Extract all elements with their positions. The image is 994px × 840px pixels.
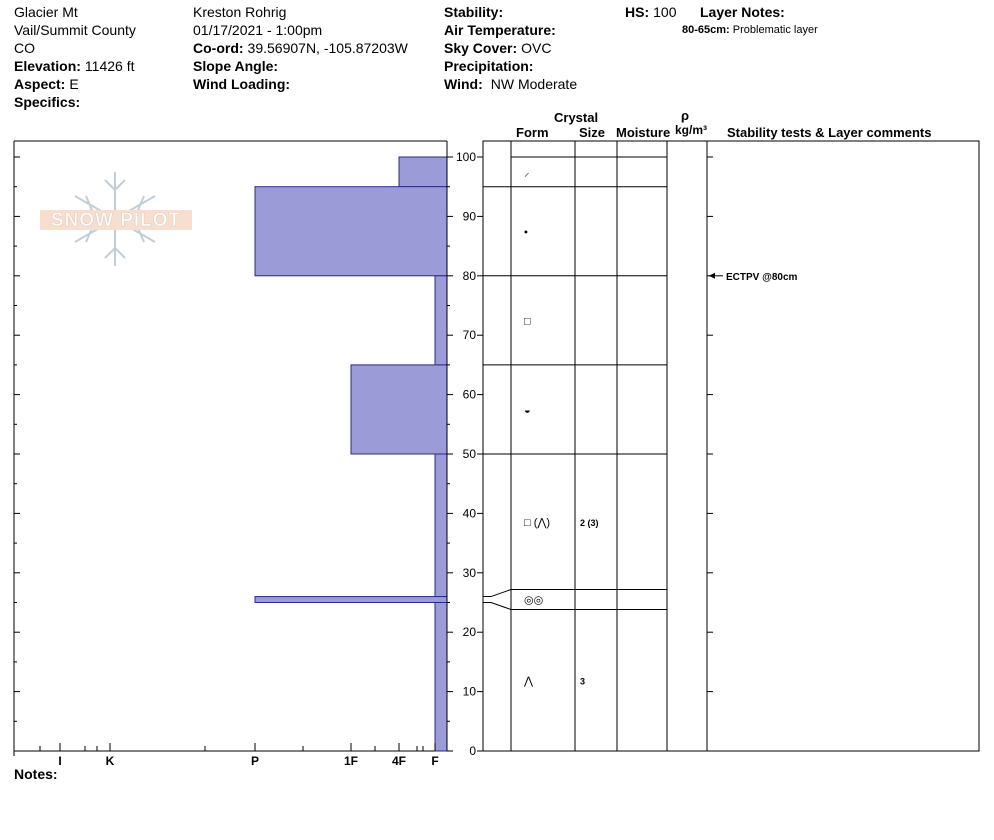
layer-boundary-connector [483,603,511,610]
layer-notes-title-text: Layer Notes: [700,4,785,20]
site-name: Glacier Mt [14,4,78,20]
stability-test-arrow-head [709,273,715,279]
wind-loading-label: Wind Loading: [193,76,291,92]
crystal-form-symbol: ⸝ [524,166,530,179]
crystal-form-symbol: • [524,226,528,239]
hardness-bar [435,603,447,752]
precip-label: Precipitation: [444,58,534,74]
depth-tick-label: 70 [462,328,476,343]
observer-name: Kreston Rohrig [193,4,287,20]
depth-tick-label: 0 [469,744,476,758]
logo-text: SNOW PILOT [50,210,182,231]
crystal-size-label: 2 (3) [580,517,599,528]
crystal-form-symbol: □ [524,315,531,328]
depth-tick-label: 80 [462,268,476,283]
stability-label: Stability: [444,4,504,20]
elevation-label: Elevation: [14,58,81,74]
slope-label: Slope Angle: [193,58,279,74]
form-header: Form [516,125,549,140]
hardness-tick-label: 1F [343,754,359,768]
site-region: Vail/Summit County [14,22,136,38]
coord-value: 39.56907N, -105.87203W [247,40,408,56]
crystal-form-symbol: ◒ [524,404,531,417]
depth-tick-label: 40 [462,506,476,521]
hardness-bar [399,157,447,187]
hardness-bar [435,454,447,597]
depth-tick-label: 30 [462,565,476,580]
rho-header: ρ [681,108,690,123]
sky-value: OVC [521,40,552,56]
crystal-header: Crystal [554,110,599,125]
moisture-header: Moisture [616,125,671,140]
depth-tick-label: 20 [462,625,476,640]
air-temp-label: Air Temperature: [444,22,556,38]
hardness-tick-label: I [58,754,62,768]
hardness-bar [435,276,447,365]
sky-label: Sky Cover: [444,40,518,56]
coord-label: Co-ord: [193,40,244,56]
layer-note-text: Problematic layer [732,24,818,36]
elevation-value: 11426 ft [84,58,135,74]
site-state: CO [14,40,35,56]
wind-value: NW Moderate [490,76,578,92]
stability-comments-header: Stability tests & Layer comments [727,125,932,140]
hardness-bar [351,365,447,454]
layer-boundary-connector [483,590,511,597]
depth-tick-label: 60 [462,387,476,402]
specifics-label: Specifics: [14,94,81,110]
hs-value: 100 [653,4,677,20]
hardness-bar [255,597,447,603]
size-header: Size [579,125,606,140]
depth-tick-label: 50 [462,447,476,461]
density-unit-header: kg/m³ [675,123,708,137]
hardness-tick-label: P [250,754,260,768]
layer-note-range: 80-65cm: [682,24,730,36]
aspect-label: Aspect: [14,76,66,92]
hardness-tick-label: 4F [391,754,407,768]
wind-label: Wind: [444,76,483,92]
aspect-value: E [69,76,79,92]
hardness-tick-label: K [105,754,115,768]
snowpilot-logo [40,172,192,266]
crystal-size-label: 3 [580,676,586,687]
crystal-form-symbol: □ (⋀) [524,516,551,529]
notes-label: Notes: [14,766,58,782]
depth-tick-label: 100 [455,150,476,164]
depth-tick-label: 10 [462,684,476,699]
depth-tick-label: 90 [462,209,476,224]
hardness-bar [255,187,447,276]
layer-table-frame [483,141,979,751]
crystal-form-symbol: ◎◎ [524,594,544,607]
hardness-tick-label: F [431,754,439,768]
crystal-form-symbol: ⋀ [524,675,534,688]
observation-datetime: 01/17/2021 - 1:00pm [193,22,323,38]
stability-test-label: ECTPV @80cm [726,271,798,283]
hs-label: HS: [625,4,650,20]
